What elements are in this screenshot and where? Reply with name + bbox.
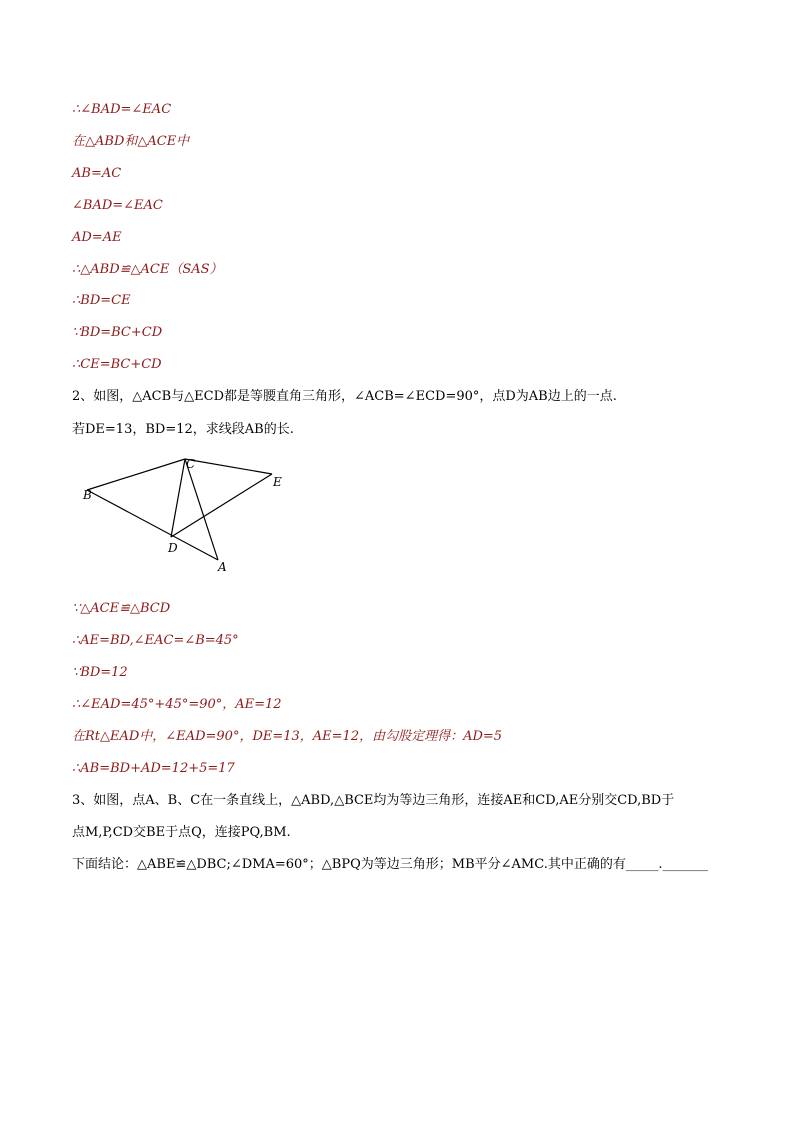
proof2-line-6: ∴AB=BD+AD=12+5=17: [72, 761, 235, 776]
proof1-line-2: 在△ABD和△ACE中: [72, 134, 190, 149]
segment-BC: [87, 459, 185, 490]
proof2-line-1: ∵△ACE≌△BCD: [72, 601, 171, 616]
problem3-statement-line-1: 3、如图，点A、B、C在一条直线上，△ABD,△BCE均为等边三角形，连接AE和CD,AE分别交CD,BD于: [72, 793, 675, 808]
proof2-line-4: ∴∠EAD=45°+45°=90°，AE=12: [72, 697, 282, 712]
proof1-line-9: ∴CE=BC+CD: [72, 357, 162, 372]
proof1-line-3: AB=AC: [72, 166, 122, 181]
proof2-line-3: ∵BD=12: [72, 665, 128, 680]
point-label-A: A: [218, 560, 227, 574]
problem3-statement-line-2: 点M,P,CD交BE于点Q，连接PQ,BM.: [72, 825, 291, 840]
problem2-statement-line-1: 2、如图，△ACB与△ECD都是等腰直角三角形，∠ACB=∠ECD=90°，点D为AB边上的一点.: [72, 389, 617, 404]
proof1-line-7: ∴BD=CE: [72, 293, 131, 308]
proof1-line-4: ∠BAD=∠EAC: [72, 198, 163, 213]
proof2-line-2: ∴AE=BD,∠EAC=∠B=45°: [72, 633, 239, 648]
point-label-E: E: [273, 475, 282, 489]
triangle-diagram: [78, 452, 298, 577]
proof1-line-5: AD=AE: [72, 230, 122, 245]
geometry-figure: [78, 452, 298, 577]
problem3-statement-line-3: 下面结论：△ABE≌△DBC;∠DMA=60°；△BPQ为等边三角形；MB平分∠AMC.其中正确的有_____._______: [72, 857, 708, 872]
proof2-line-5: 在Rt△EAD中，∠EAD=90°，DE=13，AE=12，由勾股定理得：AD=5: [72, 729, 503, 744]
point-label-C: C: [186, 457, 196, 471]
segment-CE: [185, 459, 272, 474]
point-label-B: B: [83, 488, 92, 502]
segment-DE: [171, 474, 272, 537]
segment-CD: [171, 459, 185, 537]
proof1-line-1: ∴∠BAD=∠EAC: [72, 102, 172, 117]
problem2-statement-line-2: 若DE=13，BD=12，求线段AB的长.: [72, 422, 294, 437]
proof1-line-8: ∵BD=BC+CD: [72, 325, 163, 340]
proof1-line-6: ∴△ABD≌△ACE（SAS）: [72, 262, 223, 277]
point-label-D: D: [168, 541, 178, 555]
